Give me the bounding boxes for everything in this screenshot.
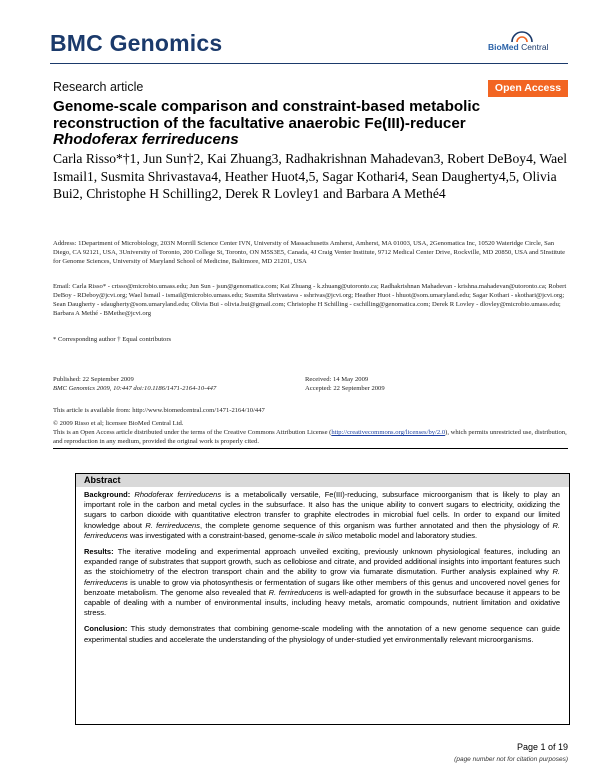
- author-footnote: * Corresponding author † Equal contributors: [53, 336, 172, 343]
- author-emails: Email: Carla Risso* - crisso@microbio.umass.edu; Jun Sun - jsun@genomatica.com; Kai Zhuang - k.zhuang@utoronto.ca; Radhakrishnan Mahadevan - krishna.mahadevan@utoronto.ca; Robert DeBoy - RDeboy@jcvi.org; Wael Ismail - ismail@microbio.umass.edu; Susmita Shrivastava - sshrivas@jcvi.org; Heather Huot - hhuot@som.umaryland.edu; Sagar Kothari - skothari@jcvi.org; Sean Daugherty - sdaugherty@som.umaryland.edu; Olivia Bui - olivia.bui@gmail.com; Christophe H Schilling - cschilling@genomatica.com; Derek R Lovley - dlovley@microbio.umass.edu; Barbara A Methé - BMethe@jcvi.org: [53, 283, 567, 317]
- abstract-body: [84, 490, 560, 651]
- journal-title: BMC Genomics: [50, 30, 223, 56]
- abstract-results: Results: The iterative modeling and experimental approach unveiled exciting, previously unknown physiological features, including an expanded range of substrates that support growth, such as cellobiose and citrate, and provided additional insights into important features such as the stoichiometry of the electron transport chain and the ability to grow via fumarate dismutation. Further analysis explained why R. ferrireducens is unable to grow via photosynthesis or fermentation of sugars like other members of this genus and uncovered novel genes for benzoate metabolism. The genome also revealed that R. ferrireducens is well-adapted for growth in the subsurface because it appears to be capable of dealing with a number of environmental insults, including heavy metals, aromatic compounds, nutrient limitation and oxidative stress.: [84, 547, 560, 618]
- page-number: Page 1 of 19: [516, 742, 568, 752]
- section-divider: [53, 448, 568, 449]
- open-access-badge: Open Access: [488, 80, 568, 97]
- header-divider: [50, 63, 568, 64]
- publication-info: [53, 375, 313, 393]
- page-number-note: (page number not for citation purposes): [454, 756, 568, 763]
- biomed-central-logo: [488, 30, 568, 56]
- accepted-date: Accepted: 22 September 2009: [305, 385, 385, 392]
- citation: BMC Genomics 2009, 10:447 doi:10.1186/1471-2164-10-447: [53, 385, 217, 392]
- affiliations: Address: 1Department of Microbiology, 203N Morrill Science Center IVN, University of Massachusetts Amherst, Amherst, MA 01003, USA, 2Genomatica Inc, 10520 Wateridge Circle, San Diego, CA 92121, USA, 3University of Toronto, 200 College St, Toronto, ON M5S3E5, Canada, 4J Craig Venter Institute, 9712 Medical Center Drive, Rockville, MD 20850, USA and 5Institute for Genome Sciences, University of Maryland School of Medicine, Baltimore, MD 21201, USA: [53, 240, 566, 265]
- received-date: Received: 14 May 2009: [305, 376, 369, 383]
- logo-arc-icon: [510, 30, 534, 42]
- article-url: This article is available from: http://www.biomedcentral.com/1471-2164/10/447: [53, 407, 265, 414]
- copyright-notice: [53, 419, 568, 446]
- article-type: Research article: [53, 80, 144, 94]
- article-title: [53, 99, 533, 149]
- abstract-background: Background: Rhodoferax ferrireducens is a metabolically versatile, Fe(III)-reducing, subsurface microorganism that is likely to play an important role in the carbon and metal cycles in the subsurface. It also has the unique ability to convert sugars to electricity, oxidizing the sugars to carbon dioxide with quantitative electron transfer to graphite electrodes in microbial fuel cells. In order to expand our limited knowledge about R. ferrireducens, the complete genome sequence of this organism was further annotated and then the physiology of R. ferrireducens was investigated with a constraint-based, genome-scale in silico metabolic model and laboratory studies.: [84, 490, 560, 540]
- license-link[interactable]: http://creativecommons.org/licenses/by/2.0: [331, 429, 446, 436]
- title-line-1: Genome-scale comparison and constraint-based metabolic: [53, 98, 481, 115]
- author-list: Carla Risso*†1, Jun Sun†2, Kai Zhuang3, Radhakrishnan Mahadevan3, Robert DeBoy4, Wael Ismail1, Susmita Shrivastava4, Heather Huot4,5, Sagar Kothari4, Sean Daugherty4,5, Olivia Bui2, Christophe H Schilling2, Derek R Lovley1 and Barbara A Methé4: [53, 151, 567, 201]
- published-date: Published: 22 September 2009: [53, 376, 134, 383]
- abstract-conclusion: Conclusion: This study demonstrates that combining genome-scale modeling with the annotation of a new genome sequence can guide experimental studies and accelerate the understanding of the physiology of under-studied yet environmentally relevant microorganisms.: [84, 624, 560, 644]
- title-line-2: reconstruction of the facultative anaerobic Fe(III)-reducer: [53, 114, 466, 132]
- logo-wordmark: BioMed Central: [488, 42, 549, 52]
- license-text: This is an Open Access article distributed under the terms of the Creative Commons Attribution License (http://creativecommons.org/licenses/by/2.0), which permits unrestricted use, distribution, and reproduction in any medium, provided the original work is properly cited.: [53, 429, 567, 445]
- title-organism: Rhodoferax ferrireducens: [53, 131, 239, 148]
- copyright-line: © 2009 Risso et al; licensee BioMed Central Ltd.: [53, 420, 184, 427]
- received-accepted: [305, 375, 565, 393]
- abstract-heading: Abstract: [76, 474, 569, 487]
- abstract-box: [75, 473, 570, 725]
